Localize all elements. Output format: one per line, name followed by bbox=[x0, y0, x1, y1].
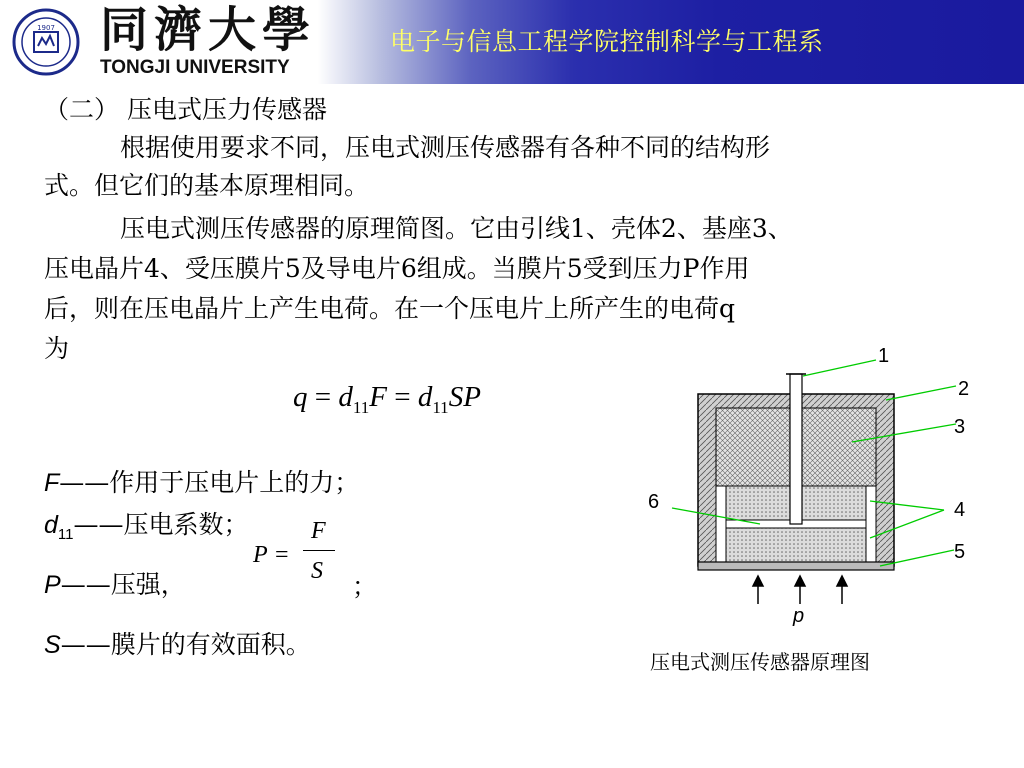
label-2-housing: 2 bbox=[958, 378, 970, 400]
paragraph-1-line-1: 根据使用要求不同，压电式测压传感器有各种不同的结构形 bbox=[120, 133, 771, 162]
section-title: （二） 压电式压力传感器 bbox=[44, 95, 327, 124]
definition-S: S——膜片的有效面积。 bbox=[44, 630, 311, 659]
pressure-arrows bbox=[753, 576, 847, 604]
definition-P-semicolon: ； bbox=[352, 572, 378, 601]
diagram-caption: 压电式测压传感器原理图 bbox=[650, 650, 870, 674]
definition-P: P——压强， bbox=[44, 570, 186, 599]
label-3-base: 3 bbox=[954, 416, 966, 438]
department-title: 电子与信息工程学院控制科学与工程系 bbox=[390, 27, 824, 56]
piezo-crystal-lower bbox=[726, 528, 866, 562]
definition-d11: $d_{11}——$压电系数； bbox=[44, 510, 249, 543]
charge-formula: $q = d_{11}F = d_{11}SP$ bbox=[293, 381, 481, 417]
svg-text:1907: 1907 bbox=[37, 24, 55, 32]
university-name-english-logo: TONGJI UNIVERSITY bbox=[100, 57, 290, 78]
paragraph-2-line-3: 后，则在压电晶片上产生电荷。在一个压电片上所产生的电荷q bbox=[44, 294, 736, 323]
header-banner bbox=[0, 0, 1024, 84]
paragraph-2-line-2: 压电晶片4、受压膜片5及导电片6组成。当膜片5受到压力P作用 bbox=[44, 254, 750, 283]
definition-F: F——作用于压电片上的力； bbox=[44, 468, 360, 497]
label-1-lead: 1 bbox=[878, 345, 890, 367]
label-4-crystal: 4 bbox=[954, 499, 966, 521]
paragraph-2-line-4: 为 bbox=[44, 334, 70, 363]
pressure-label: p bbox=[793, 605, 805, 627]
label-5-diaphragm: 5 bbox=[954, 541, 966, 563]
pressure-diaphragm bbox=[698, 562, 894, 570]
university-seal-icon bbox=[12, 8, 80, 76]
paragraph-1-line-2: 式。但它们的基本原理相同。 bbox=[44, 171, 370, 200]
label-6-conductor: 6 bbox=[648, 491, 660, 513]
paragraph-2-line-1: 压电式测压传感器的原理简图。它由引线1、壳体2、基座3、 bbox=[120, 214, 793, 243]
university-name-chinese-logo: 同濟大學 bbox=[100, 2, 317, 58]
lead-wire bbox=[790, 374, 802, 524]
sensor-principle-diagram bbox=[640, 338, 1024, 638]
